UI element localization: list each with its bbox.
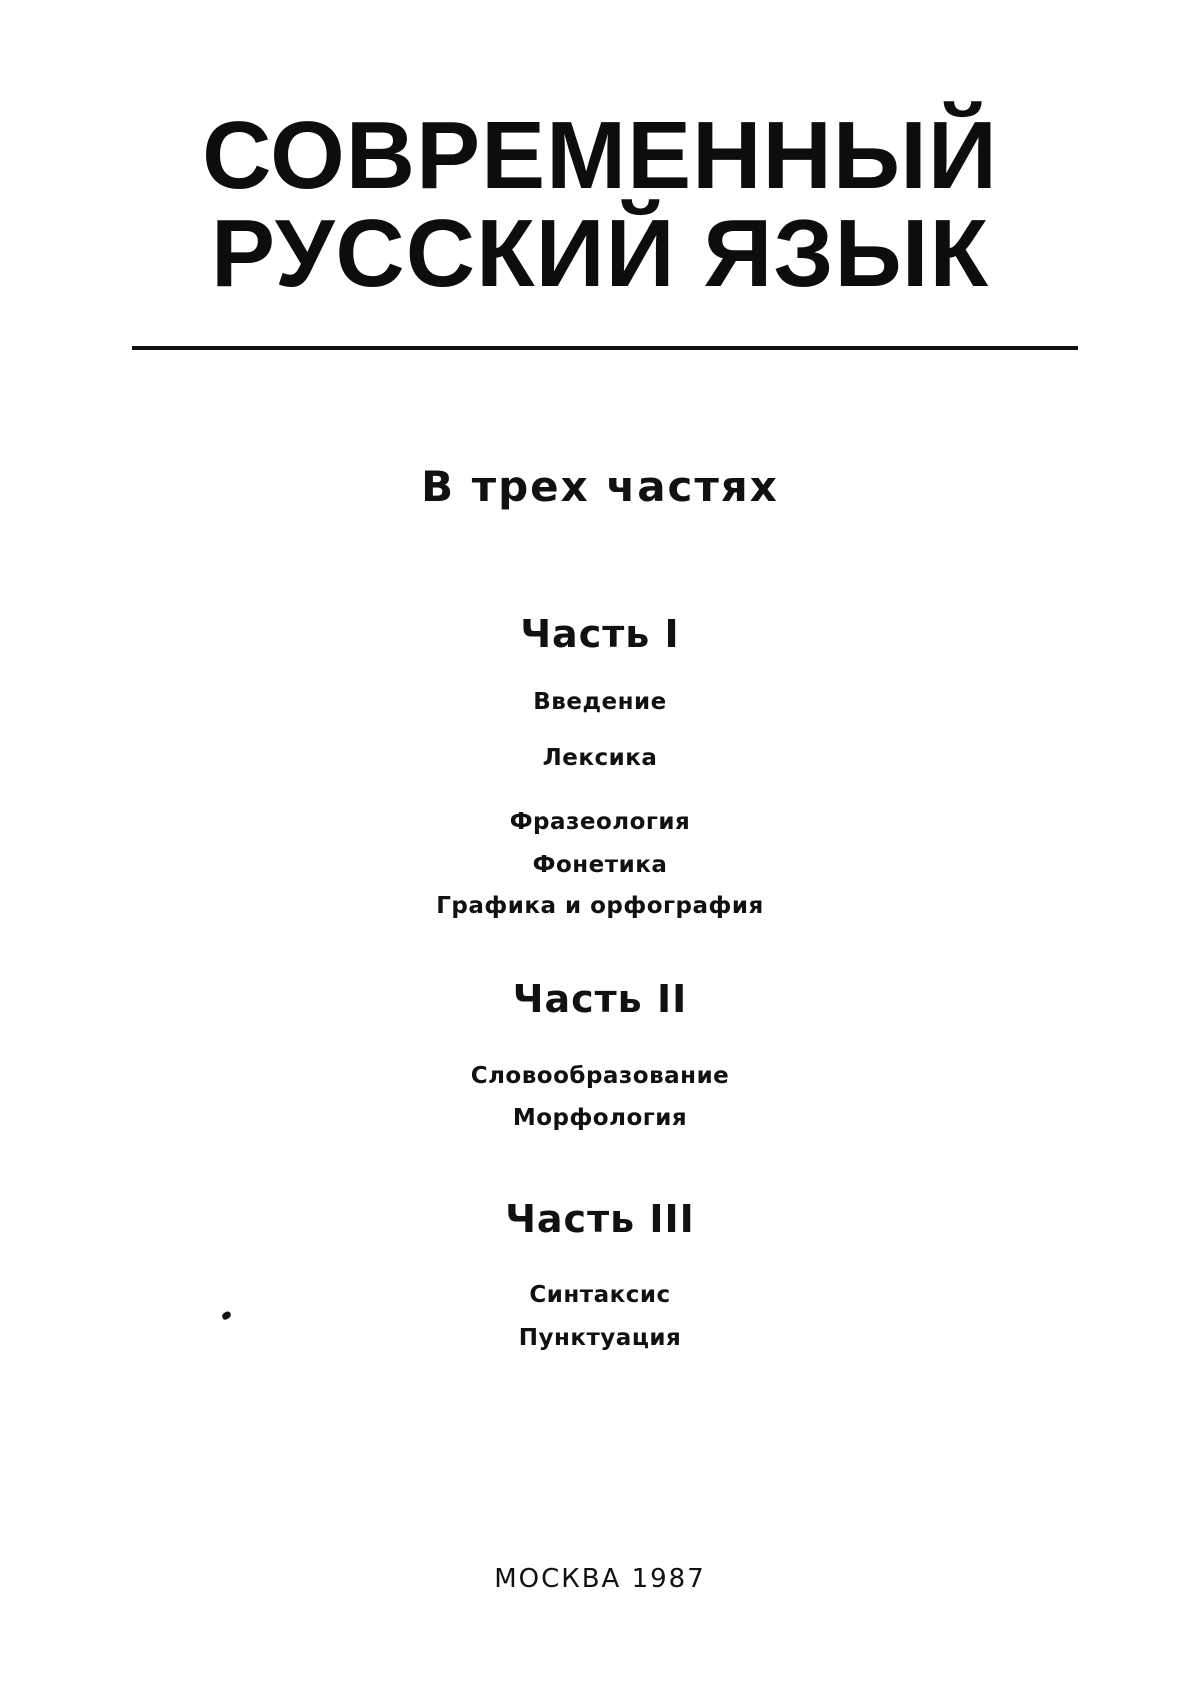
part-1-heading: Часть I <box>520 612 680 656</box>
print-speck <box>221 1310 232 1320</box>
part-1-item: Фонетика <box>532 852 668 878</box>
part-1-item: Фразеология <box>509 809 691 835</box>
part-3-item: Пунктуация <box>518 1325 682 1351</box>
part-1-item: Графика и орфография <box>436 893 764 919</box>
imprint-city-year: МОСКВА 1987 <box>494 1564 706 1594</box>
book-title-line-2: РУССКИЙ ЯЗЫК <box>210 200 990 307</box>
title-divider <box>132 346 1078 350</box>
part-1-item: Лексика <box>542 745 658 771</box>
part-3-item: Синтаксис <box>529 1282 671 1308</box>
part-2-item: Словообразование <box>470 1063 730 1089</box>
part-1-item: Введение <box>533 689 667 715</box>
part-3-heading: Часть III <box>505 1197 695 1241</box>
part-2-heading: Часть II <box>512 977 688 1021</box>
subtitle: В трех частях <box>421 462 779 511</box>
part-2-item: Морфология <box>512 1105 688 1131</box>
book-title-line-1: СОВРЕМЕННЫЙ <box>202 102 998 209</box>
